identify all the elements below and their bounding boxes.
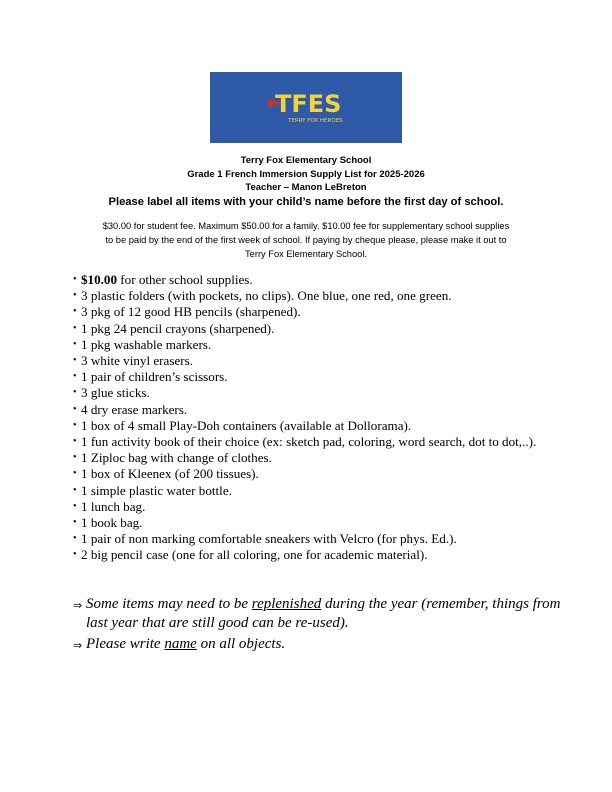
- list-item: [73, 272, 573, 288]
- note-emphasis: replenished: [251, 596, 322, 612]
- teacher-name: Teacher – Manon LeBreton: [245, 182, 367, 193]
- bullet-icon: •: [73, 290, 77, 302]
- bullet-icon: •: [73, 517, 77, 529]
- list-item: [73, 418, 573, 434]
- note-text: Some items may need to be: [86, 596, 252, 612]
- item-text: 1 box of Kleenex (of 200 tissues).: [81, 466, 259, 482]
- label-instruction: Please label all items with your child’s name before the first day of school.: [108, 195, 504, 208]
- arrow-right-icon: ⇒: [73, 600, 83, 612]
- fee-line: $30.00 for student fee. Maximum $50.00 for a family. $10.00 fee for supplementary school supplies: [102, 221, 510, 231]
- bullet-icon: •: [73, 387, 77, 399]
- bullet-icon: •: [73, 419, 77, 431]
- list-item: [73, 385, 573, 401]
- item-text: 4 dry erase markers.: [81, 401, 188, 417]
- item-text: 1 Ziploc bag with change of clothes.: [81, 450, 272, 466]
- item-text: 3 plastic folders (with pockets, no clips). One blue, one red, one green.: [81, 288, 452, 304]
- item-text: 3 pkg of 12 good HB pencils (sharpened).: [81, 304, 301, 320]
- item-text: 1 pkg 24 pencil crayons (sharpened).: [81, 320, 275, 336]
- list-item: [73, 321, 573, 337]
- fee-paragraph: [62, 219, 550, 262]
- bullet-icon: •: [73, 533, 77, 545]
- supply-list: [73, 272, 573, 564]
- list-item: [73, 337, 573, 353]
- school-logo: [210, 72, 402, 143]
- list-item: [73, 369, 573, 385]
- item-text: 1 box of 4 small Play-Doh containers (available at Dollorama).: [81, 417, 412, 433]
- item-text: 1 pair of non marking comfortable sneakers with Velcro (for phys. Ed.).: [81, 531, 457, 547]
- list-item: [73, 288, 573, 304]
- list-item: [73, 499, 573, 515]
- note-text: Please write: [86, 636, 165, 652]
- list-item: [73, 353, 573, 369]
- list-title: Grade 1 French Immersion Supply List for 2025-2026: [187, 168, 425, 180]
- bullet-icon: •: [73, 484, 77, 496]
- item-text: 3 glue sticks.: [81, 385, 150, 401]
- item-text: 3 white vinyl erasers.: [81, 353, 193, 369]
- bullet-icon: •: [73, 355, 77, 367]
- fee-line: to be paid by the end of the first week of school. If paying by cheque please, please make it out to: [105, 235, 507, 246]
- list-item: [73, 483, 573, 499]
- bullet-icon: •: [73, 274, 77, 285]
- item-text: 1 pkg washable markers.: [81, 336, 212, 352]
- list-item: [73, 531, 573, 547]
- bullet-icon: •: [73, 306, 77, 318]
- bullet-icon: •: [73, 549, 77, 561]
- bullet-icon: •: [73, 322, 77, 334]
- notes-section: [73, 595, 573, 656]
- note-replenish: [73, 595, 573, 633]
- item-text: 1 book bag.: [81, 515, 143, 531]
- logo-text: TFES: [275, 90, 342, 118]
- bullet-icon: •: [73, 403, 77, 415]
- list-item: [73, 450, 573, 466]
- school-name: Terry Fox Elementary School: [240, 155, 372, 166]
- logo-tagline: TERRY FOX HEROES: [288, 118, 343, 124]
- list-item: [73, 402, 573, 418]
- item-text: 2 big pencil case (one for all coloring, one for academic material).: [81, 547, 428, 563]
- item-amount: $10.00: [81, 272, 118, 287]
- item-text: 1 simple plastic water bottle.: [81, 482, 232, 498]
- item-text: 1 lunch bag.: [81, 498, 146, 514]
- note-write-name: [73, 635, 573, 654]
- fee-line: Terry Fox Elementary School.: [245, 249, 367, 260]
- bullet-icon: •: [73, 452, 77, 464]
- note-text: on all objects.: [196, 636, 286, 652]
- item-text: 1 pair of children’s scissors.: [81, 369, 228, 385]
- bullet-icon: •: [73, 371, 77, 383]
- bullet-icon: •: [73, 338, 77, 350]
- document-header: [0, 154, 612, 210]
- item-text: for other school supplies.: [117, 272, 253, 287]
- list-item: [73, 466, 573, 482]
- bullet-icon: •: [73, 436, 77, 448]
- list-item: [73, 547, 573, 563]
- tfes-logo-graphic: [210, 72, 402, 143]
- item-text: 1 fun activity book of their choice (ex: sketch pad, coloring, word search, dot to dot,..).: [81, 434, 537, 450]
- list-item: [73, 304, 573, 320]
- bullet-icon: •: [73, 500, 77, 512]
- note-text: during the year (remember, things from last year that are still good can be re-used).: [86, 596, 561, 631]
- bullet-icon: •: [73, 468, 77, 480]
- list-item: [73, 515, 573, 531]
- note-emphasis: name: [164, 636, 197, 652]
- list-item: [73, 434, 573, 450]
- arrow-right-icon: ⇒: [73, 640, 83, 652]
